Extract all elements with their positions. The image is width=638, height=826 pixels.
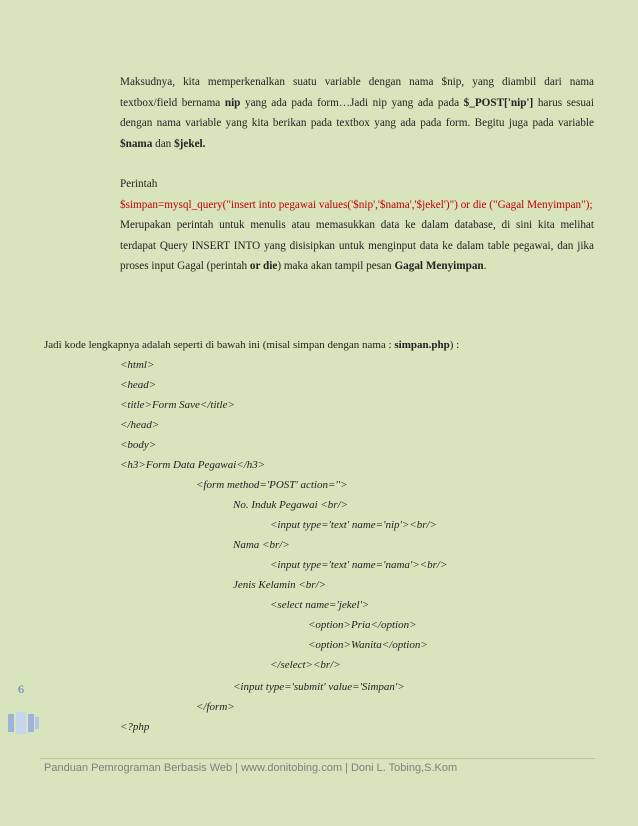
code-line: <form method='POST' action=''> (196, 479, 348, 491)
page-number: 6 (18, 682, 24, 696)
p1-text-4: dan (152, 137, 175, 150)
code-line: No. Induk Pegawai <br/> (233, 499, 349, 511)
code-line: </head> (120, 419, 160, 431)
intro-bold-filename: simpan.php (394, 339, 450, 351)
code-line: <option>Wanita</option> (308, 639, 428, 651)
code-line: <?php (120, 721, 150, 733)
p1-text-2: yang ada pada form…Jadi nip yang ada pada (240, 96, 464, 109)
page-footer: Panduan Pemrograman Berbasis Web | www.donitobing.com | Doni L. Tobing,S.Kom (44, 762, 458, 774)
code-line: <title>Form Save</title> (120, 399, 235, 411)
p1-bold-jekel: $jekel. (174, 137, 206, 150)
perintah-label: Perintah (120, 178, 158, 190)
code-line: Jenis Kelamin <br/> (233, 579, 327, 591)
intro-text-1: Jadi kode lengkapnya adalah seperti di bawah ini (misal simpan dengan nama : (44, 339, 395, 351)
intro-line (44, 338, 459, 352)
code-line: <head> (120, 379, 157, 391)
paragraph-variable-explanation (120, 72, 594, 154)
perintah-bold-ordie: or die (249, 260, 278, 272)
p1-bold-nama: $nama (120, 137, 153, 150)
perintah-text-1: Merupakan perintah untuk menulis atau memasukkan data ke dalam database, di sini kita melihat terdapat Query INSERT INTO yang disisipkan untuk menginput data ke dalam table pegawai, dan jika proses input Gagal (perintah (120, 219, 594, 272)
p1-text-3: harus sesuai dengan nama variable yang kita berikan pada textbox yang ada pada form. Begitu juga pada variable (120, 96, 594, 129)
code-line: <body> (120, 439, 157, 451)
perintah-query: $simpan=mysql_query("insert into pegawai values('$nip','$nama','$jekel')") or die ("Gagal Menyimpan"); (120, 198, 593, 211)
code-line: <option>Pria</option> (308, 619, 417, 631)
code-line: </select><br/> (270, 659, 341, 671)
perintah-bold-gagal: Gagal Menyimpan (394, 260, 484, 272)
perintah-text-3: . (483, 260, 487, 272)
footer-divider (40, 758, 595, 759)
perintah-text-2: ) maka akan tampil pesan (277, 260, 395, 272)
code-line: Nama <br/> (233, 539, 290, 551)
p1-bold-post: $_POST['nip'] (463, 96, 534, 109)
code-line: <input type='text' name='nama'><br/> (270, 559, 448, 571)
p1-bold-nip: nip (224, 96, 241, 109)
perintah-explanation (120, 215, 594, 277)
code-line: <input type='submit' value='Simpan'> (233, 681, 405, 693)
code-line: </form> (196, 701, 235, 713)
code-line: <html> (120, 359, 155, 371)
p1-text-1: Maksudnya, kita memperkenalkan suatu variable dengan nama $nip, yang diambil dari nama textbox/field bernama (120, 76, 594, 109)
code-line: <h3>Form Data Pegawai</h3> (120, 459, 266, 471)
intro-text-2: ) : (449, 339, 460, 351)
code-line: <select name='jekel'> (270, 599, 370, 611)
code-line: <input type='text' name='nip'><br/> (270, 519, 437, 531)
paragraph-perintah (120, 174, 594, 277)
page-corner-decoration-icon (4, 710, 40, 736)
